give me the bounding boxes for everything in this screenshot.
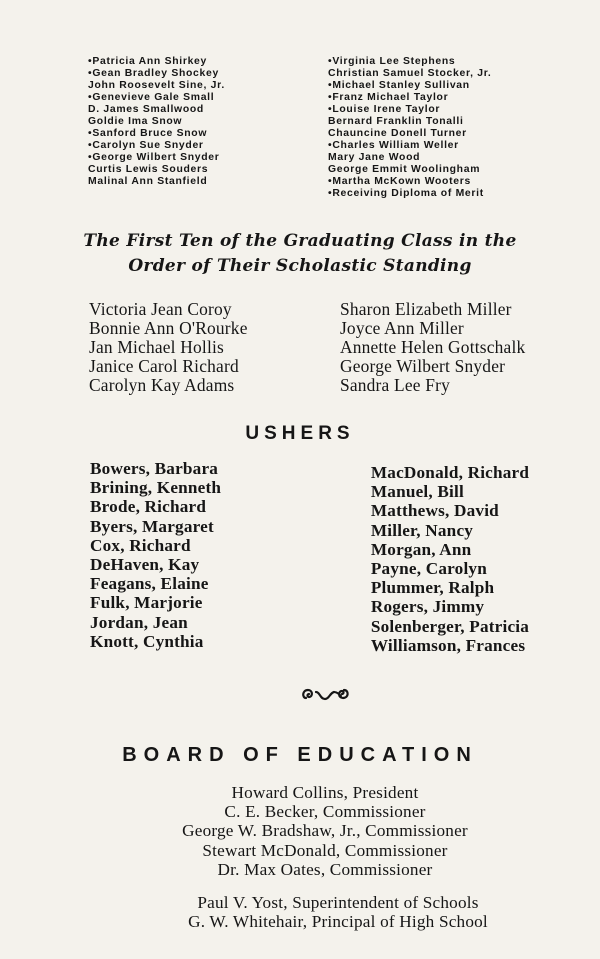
graduate-name: Malinal Ann Stanfield (88, 176, 208, 187)
usher-name: Knott, Cynthia (90, 631, 204, 651)
graduate-name: •Martha McKown Wooters (328, 176, 471, 187)
school-administrators (0, 893, 600, 931)
graduate-name: Bernard Franklin Tonalli (328, 116, 464, 127)
graduate-name: •Louise Irene Taylor (328, 104, 441, 115)
board-member: C. E. Becker, Commissioner (224, 802, 426, 822)
graduate-name: •George Wilbert Snyder (88, 152, 220, 163)
graduate-name: Curtis Lewis Souders (88, 164, 209, 175)
graduate-name: •Franz Michael Taylor (328, 92, 449, 103)
graduates-column-left (88, 56, 318, 200)
usher-name: Payne, Carolyn (370, 559, 487, 579)
first-ten-column-left (89, 300, 340, 395)
honor-student-name: Sharon Elizabeth Miller (339, 299, 512, 319)
ushers-column-right (371, 463, 580, 655)
board-member: Howard Collins, President (231, 783, 419, 802)
honor-student-name: Bonnie Ann O'Rourke (89, 318, 248, 338)
graduates-column-right (328, 56, 568, 200)
usher-name: Solenberger, Patricia (370, 616, 530, 636)
honor-student-name: Jan Michael Hollis (89, 337, 224, 357)
honor-student-name: Janice Carol Richard (89, 356, 239, 376)
ushers-column-left (90, 459, 371, 655)
board-member: Dr. Max Oates, Commissioner (217, 859, 433, 879)
superintendent: Paul V. Yost, Superintendent of Schools (197, 893, 479, 912)
usher-name: Byers, Margaret (90, 516, 214, 536)
graduate-name: Chauncine Donell Turner (328, 128, 467, 139)
usher-name: Plummer, Ralph (370, 578, 495, 598)
graduate-name: D. James Smallwood (88, 104, 204, 115)
scroll-ornament-icon (300, 684, 360, 704)
graduate-name: •Virginia Lee Stephens (328, 56, 456, 67)
graduate-name: •Sanford Bruce Snow (88, 128, 208, 139)
honor-student-name: Sandra Lee Fry (339, 375, 450, 395)
usher-name: Jordan, Jean (90, 612, 188, 632)
diploma-of-merit-note: •Receiving Diploma of Merit (328, 188, 484, 199)
graduate-name: •Genevieve Gale Small (88, 92, 215, 103)
first-ten-column-right (340, 300, 579, 395)
graduate-name: •Michael Stanley Sullivan (328, 80, 470, 91)
usher-name: Miller, Nancy (370, 520, 474, 540)
first-ten-heading (0, 229, 600, 279)
graduate-name: •Gean Bradley Shockey (88, 68, 219, 79)
graduate-name: Goldie Ima Snow (88, 116, 183, 127)
usher-name: DeHaven, Kay (90, 555, 200, 575)
graduate-name: John Roosevelt Sine, Jr. (88, 80, 225, 91)
graduate-name: •Charles William Weller (328, 140, 459, 151)
usher-name: Manuel, Bill (370, 482, 464, 502)
graduate-name: •Patricia Ann Shirkey (88, 56, 208, 67)
principal: G. W. Whitehair, Principal of High School (188, 912, 488, 932)
graduate-name: Christian Samuel Stocker, Jr. (328, 68, 492, 79)
usher-name: Matthews, David (370, 501, 499, 521)
usher-name: Morgan, Ann (370, 539, 472, 559)
usher-name: Williamson, Frances (370, 635, 526, 655)
usher-name: MacDonald, Richard (370, 463, 530, 482)
honor-student-name: Carolyn Kay Adams (89, 375, 235, 395)
usher-name: Cox, Richard (90, 535, 191, 555)
graduate-name: Mary Jane Wood (328, 152, 421, 163)
first-ten-heading-line-2: Order of Their Scholastic Standing (128, 256, 472, 276)
usher-name: Rogers, Jimmy (370, 597, 485, 617)
graduate-name: •Carolyn Sue Snyder (88, 140, 204, 151)
usher-name: Brining, Kenneth (90, 478, 222, 498)
usher-name: Bowers, Barbara (90, 459, 219, 478)
board-member: George W. Bradshaw, Jr., Commissioner (182, 821, 468, 841)
honor-student-name: Victoria Jean Coroy (89, 299, 232, 319)
usher-name: Brode, Richard (90, 497, 207, 517)
usher-name: Feagans, Elaine (90, 574, 209, 594)
honor-student-name: Joyce Ann Miller (339, 318, 464, 338)
graduate-name: George Emmit Woolingham (328, 164, 481, 175)
usher-name: Fulk, Marjorie (90, 593, 203, 613)
board-members-list (0, 783, 600, 879)
ushers-list (90, 459, 580, 655)
honor-student-name: Annette Helen Gottschalk (339, 337, 526, 357)
board-member: Stewart McDonald, Commissioner (202, 840, 448, 860)
board-of-education-heading: BOARD OF EDUCATION (122, 744, 478, 766)
honor-student-name: George Wilbert Snyder (339, 356, 506, 376)
first-ten-list (89, 300, 579, 395)
first-ten-heading-line-1: The First Ten of the Graduating Class in the (83, 231, 517, 251)
ushers-heading: USHERS (245, 423, 355, 444)
graduates-list (88, 56, 568, 200)
